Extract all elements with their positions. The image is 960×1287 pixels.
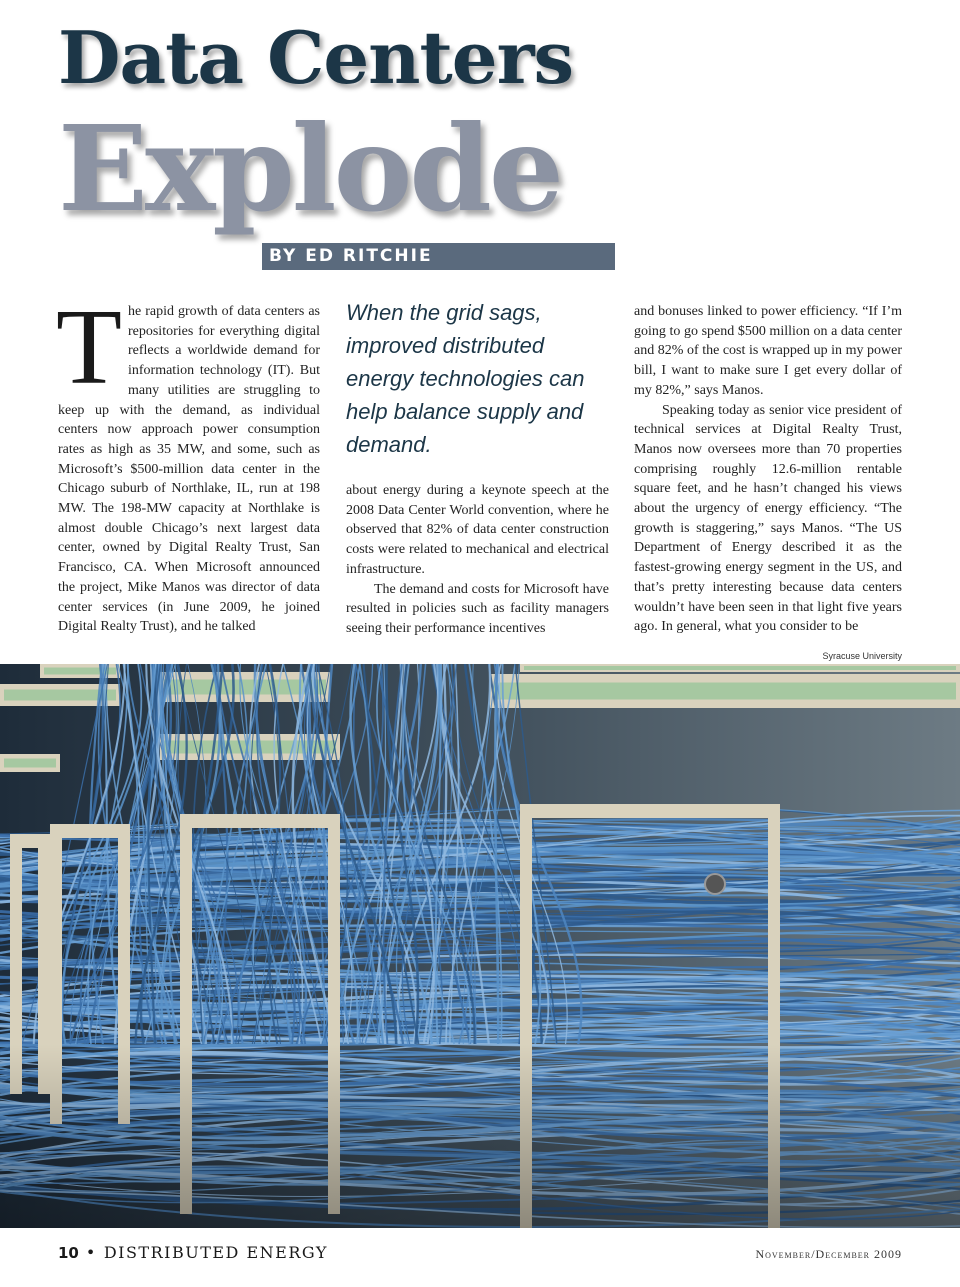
body-column-2 bbox=[346, 481, 609, 639]
drop-cap: T bbox=[56, 288, 122, 407]
photo-credit: Syracuse University bbox=[822, 651, 902, 661]
body-paragraph: Speaking today as senior vice president of technical services at Digital Realty Trust, Manos now oversees more than 70 properties comprising roughly 12.6-million rentable square feet, and he hasn’t changed his views about the urgency of energy efficiency. “The growth is staggering,” says Manos. “The US Department of Energy described it as the fastest-growing energy segment in the US, and that’s pretty interesting because data centers wouldn’t have been seen in that light five years ago. In general, what you consider to be bbox=[634, 402, 902, 635]
page-number: 10 bbox=[58, 1244, 79, 1262]
pull-quote: When the grid sags, improved distributed energy technologies can help balance supply and demand. bbox=[346, 300, 585, 457]
article-title-line1: Data Centers bbox=[58, 15, 574, 100]
footer-separator: • bbox=[85, 1243, 97, 1262]
network-cables-photo bbox=[0, 664, 960, 1228]
article-title-line2: Explode bbox=[58, 99, 561, 238]
body-paragraph: and bonuses linked to power efficiency. “If I’m going to go spend $500 million on a data center and 82% of the cost is wrapped up in my power bill, I want to make sure I get every dollar of my 82%,” says Manos. bbox=[634, 304, 902, 398]
body-paragraph: about energy during a keynote speech at the 2008 Data Center World convention, where he observed that 82% of data center construction costs were related to mechanical and electrical infrastructure. bbox=[346, 483, 609, 577]
bracket-top bbox=[180, 814, 340, 828]
screw bbox=[705, 874, 725, 894]
publication-name: DISTRIBUTED ENERGY bbox=[103, 1243, 328, 1262]
bracket-top bbox=[520, 804, 780, 818]
body-column-1 bbox=[56, 288, 320, 637]
body-paragraph: he rapid growth of data centers as repositories for everything digital reflects a worldwide demand for information technology (IT). But many utilities are struggling to keep up with the demand, as individual centers now approach power consumption rates as high as 35 MW, and some, such as Microsoft’s $500-million data center in the Chicago suburb of Northlake, IL, run at 198 MW. The 198-MW capacity at Northlake is almost double Chicago’s next largest data center, owned by Digital Realty Trust, San Francisco, CA. When Microsoft announced the project, Mike Manos was director of data center services (in June 2009, he joined Digital Realty Trust), and he talked bbox=[58, 304, 320, 635]
issue-date: November/December 2009 bbox=[755, 1247, 902, 1261]
label-strip bbox=[164, 680, 326, 695]
label-strip bbox=[494, 683, 956, 700]
body-column-3 bbox=[634, 302, 902, 637]
footer-publication bbox=[58, 1243, 328, 1262]
label-strip bbox=[4, 759, 56, 768]
label-strip bbox=[524, 666, 956, 670]
body-paragraph: The demand and costs for Microsoft have resulted in policies such as facility managers seeing their performance incentives bbox=[346, 581, 609, 636]
byline-bar: BY ED RITCHIE bbox=[262, 243, 615, 270]
